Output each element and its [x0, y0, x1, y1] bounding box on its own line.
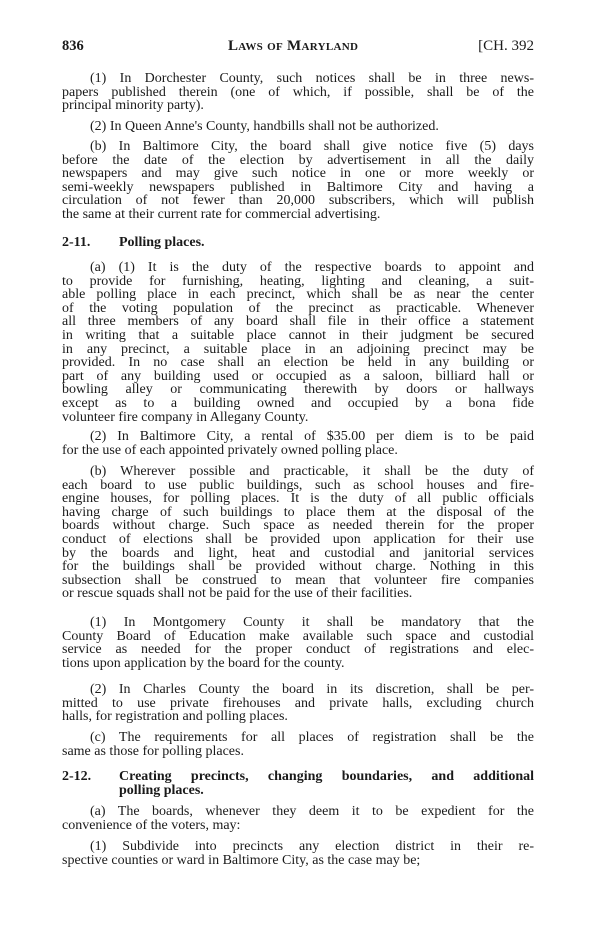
text-line: circulation of not fewer than 20,000 subscribers, which will publish — [62, 193, 534, 209]
text-line: (2) In Charles County the board in its discretion, shall be per- — [90, 682, 534, 697]
text-line: halls, for registration and polling places. — [62, 709, 288, 725]
section-number: 2-12. — [62, 769, 92, 784]
text-line: same as those for polling places. — [62, 743, 244, 759]
text-line: service as needed for the proper conduct of registrations and elec- — [62, 642, 534, 658]
text-line: boards without charge. Such space as needed therein for the proper — [62, 518, 534, 534]
paragraph — [62, 430, 534, 457]
text-line: conduct of elections shall be provided upon application for their use — [62, 531, 534, 547]
text-line: (2) In Baltimore City, a rental of $35.00 per diem is to be paid — [90, 429, 534, 444]
text-line: (1) In Montgomery County it shall be mandatory that the — [90, 615, 534, 630]
text-line: part of any building used or occupied as a saloon, billiard hall or — [62, 368, 534, 384]
text-line: tions upon application by the board for the county. — [62, 655, 345, 671]
text-line: before the date of the election by advertisement in all the daily — [62, 152, 534, 168]
section-heading — [62, 236, 534, 250]
text-line: (1) Subdivide into precincts any election district in their re- — [90, 839, 534, 854]
paragraph — [62, 616, 534, 670]
text-line: each board to use public buildings, such as school houses and fire- — [62, 477, 534, 493]
text-line: mitted to use private firehouses and private halls, excluding church — [62, 695, 534, 711]
text-line: (1) In Dorchester County, such notices shall be in three news- — [90, 71, 534, 86]
text-line: or rescue squads shall not be paid for the use of their facilities. — [62, 586, 413, 602]
text-line: in writing that a suitable place cannot in their judgment be secured — [62, 327, 534, 343]
text-line: by the boards and light, heat and custodial and janitorial services — [62, 545, 534, 561]
paragraph — [62, 805, 534, 832]
paragraph — [62, 731, 534, 758]
text-line: (2) In Queen Anne's County, handbills shall not be authorized. — [90, 119, 439, 134]
text-line: principal minority party). — [62, 98, 204, 114]
paragraph — [62, 465, 534, 601]
text-line: volunteer fire company in Allegany County. — [62, 409, 309, 425]
section-title: Creating precincts, changing boundaries, and additional — [119, 769, 534, 784]
paragraph — [62, 140, 534, 222]
text-line: in any precinct, a suitable place in an adjoining precinct may be — [62, 341, 534, 357]
text-line: engine houses, for polling places. It is the duty of all public officials — [62, 491, 534, 507]
text-line: papers published therein (one of which, if possible, shall be of the — [62, 84, 534, 100]
text-line: (a) (1) It is the duty of the respective boards to appoint and — [90, 260, 534, 275]
text-line: spective counties or ward in Baltimore City, as the case may be; — [62, 852, 421, 868]
heading-line — [62, 770, 534, 784]
text-line: (a) The boards, whenever they deem it to be expedient for the — [90, 804, 534, 819]
text-line: (c) The requirements for all places of registration shall be the — [90, 730, 534, 745]
running-title: Laws of Maryland — [228, 38, 359, 54]
text-line: for the use of each appointed privately owned polling place. — [62, 442, 398, 458]
text-line: for the buildings shall be provided without charge. Nothing in this — [62, 559, 534, 575]
text-line: except as to a building owned and occupied by a bona fide — [62, 395, 534, 411]
text-line: convenience of the voters, may: — [62, 817, 241, 833]
paragraph — [62, 840, 534, 867]
section-title: Polling places. — [119, 235, 205, 250]
page-number: 836 — [62, 38, 84, 54]
text-line: the same at their current rate for commercial advertising. — [62, 206, 381, 222]
text-line: of the voting population of the precinct as practicable. Whenever — [62, 300, 534, 316]
text-line: having charge of such buildings to place them at the disposal of the — [62, 504, 534, 520]
paragraph — [62, 120, 534, 134]
heading-line — [62, 236, 534, 250]
text-line: to provide for furnishing, heating, lighting and cleaning, a suit- — [62, 273, 534, 289]
text-line: newspapers and may give such notice in one or more weekly or — [62, 166, 534, 182]
text-line: semi-weekly newspapers published in Baltimore City and having a — [62, 179, 534, 195]
paragraph — [62, 683, 534, 724]
text-line: (b) In Baltimore City, the board shall give notice five (5) days — [90, 139, 534, 154]
section-heading — [62, 770, 534, 797]
text-line: bowling alley or communicating therewith by doors or hallways — [62, 382, 534, 398]
text-line: County Board of Education make available such space and custodial — [62, 628, 534, 644]
text-line: all three members of any board shall file in their office a statement — [62, 314, 534, 330]
text-line: polling places. — [119, 782, 204, 798]
paragraph — [62, 72, 534, 113]
text-line: provided. In no case shall an election be held in any building or — [62, 355, 534, 371]
paragraph — [62, 261, 534, 424]
text-line: able polling place in each precinct, which shall be as near the center — [62, 287, 534, 303]
text-line: (b) Wherever possible and practicable, it shall be the duty of — [90, 464, 534, 479]
chapter-label: [CH. 392 — [478, 38, 534, 54]
section-number: 2-11. — [62, 235, 91, 250]
text-line: subsection shall be construed to mean that volunteer fire companies — [62, 572, 534, 588]
